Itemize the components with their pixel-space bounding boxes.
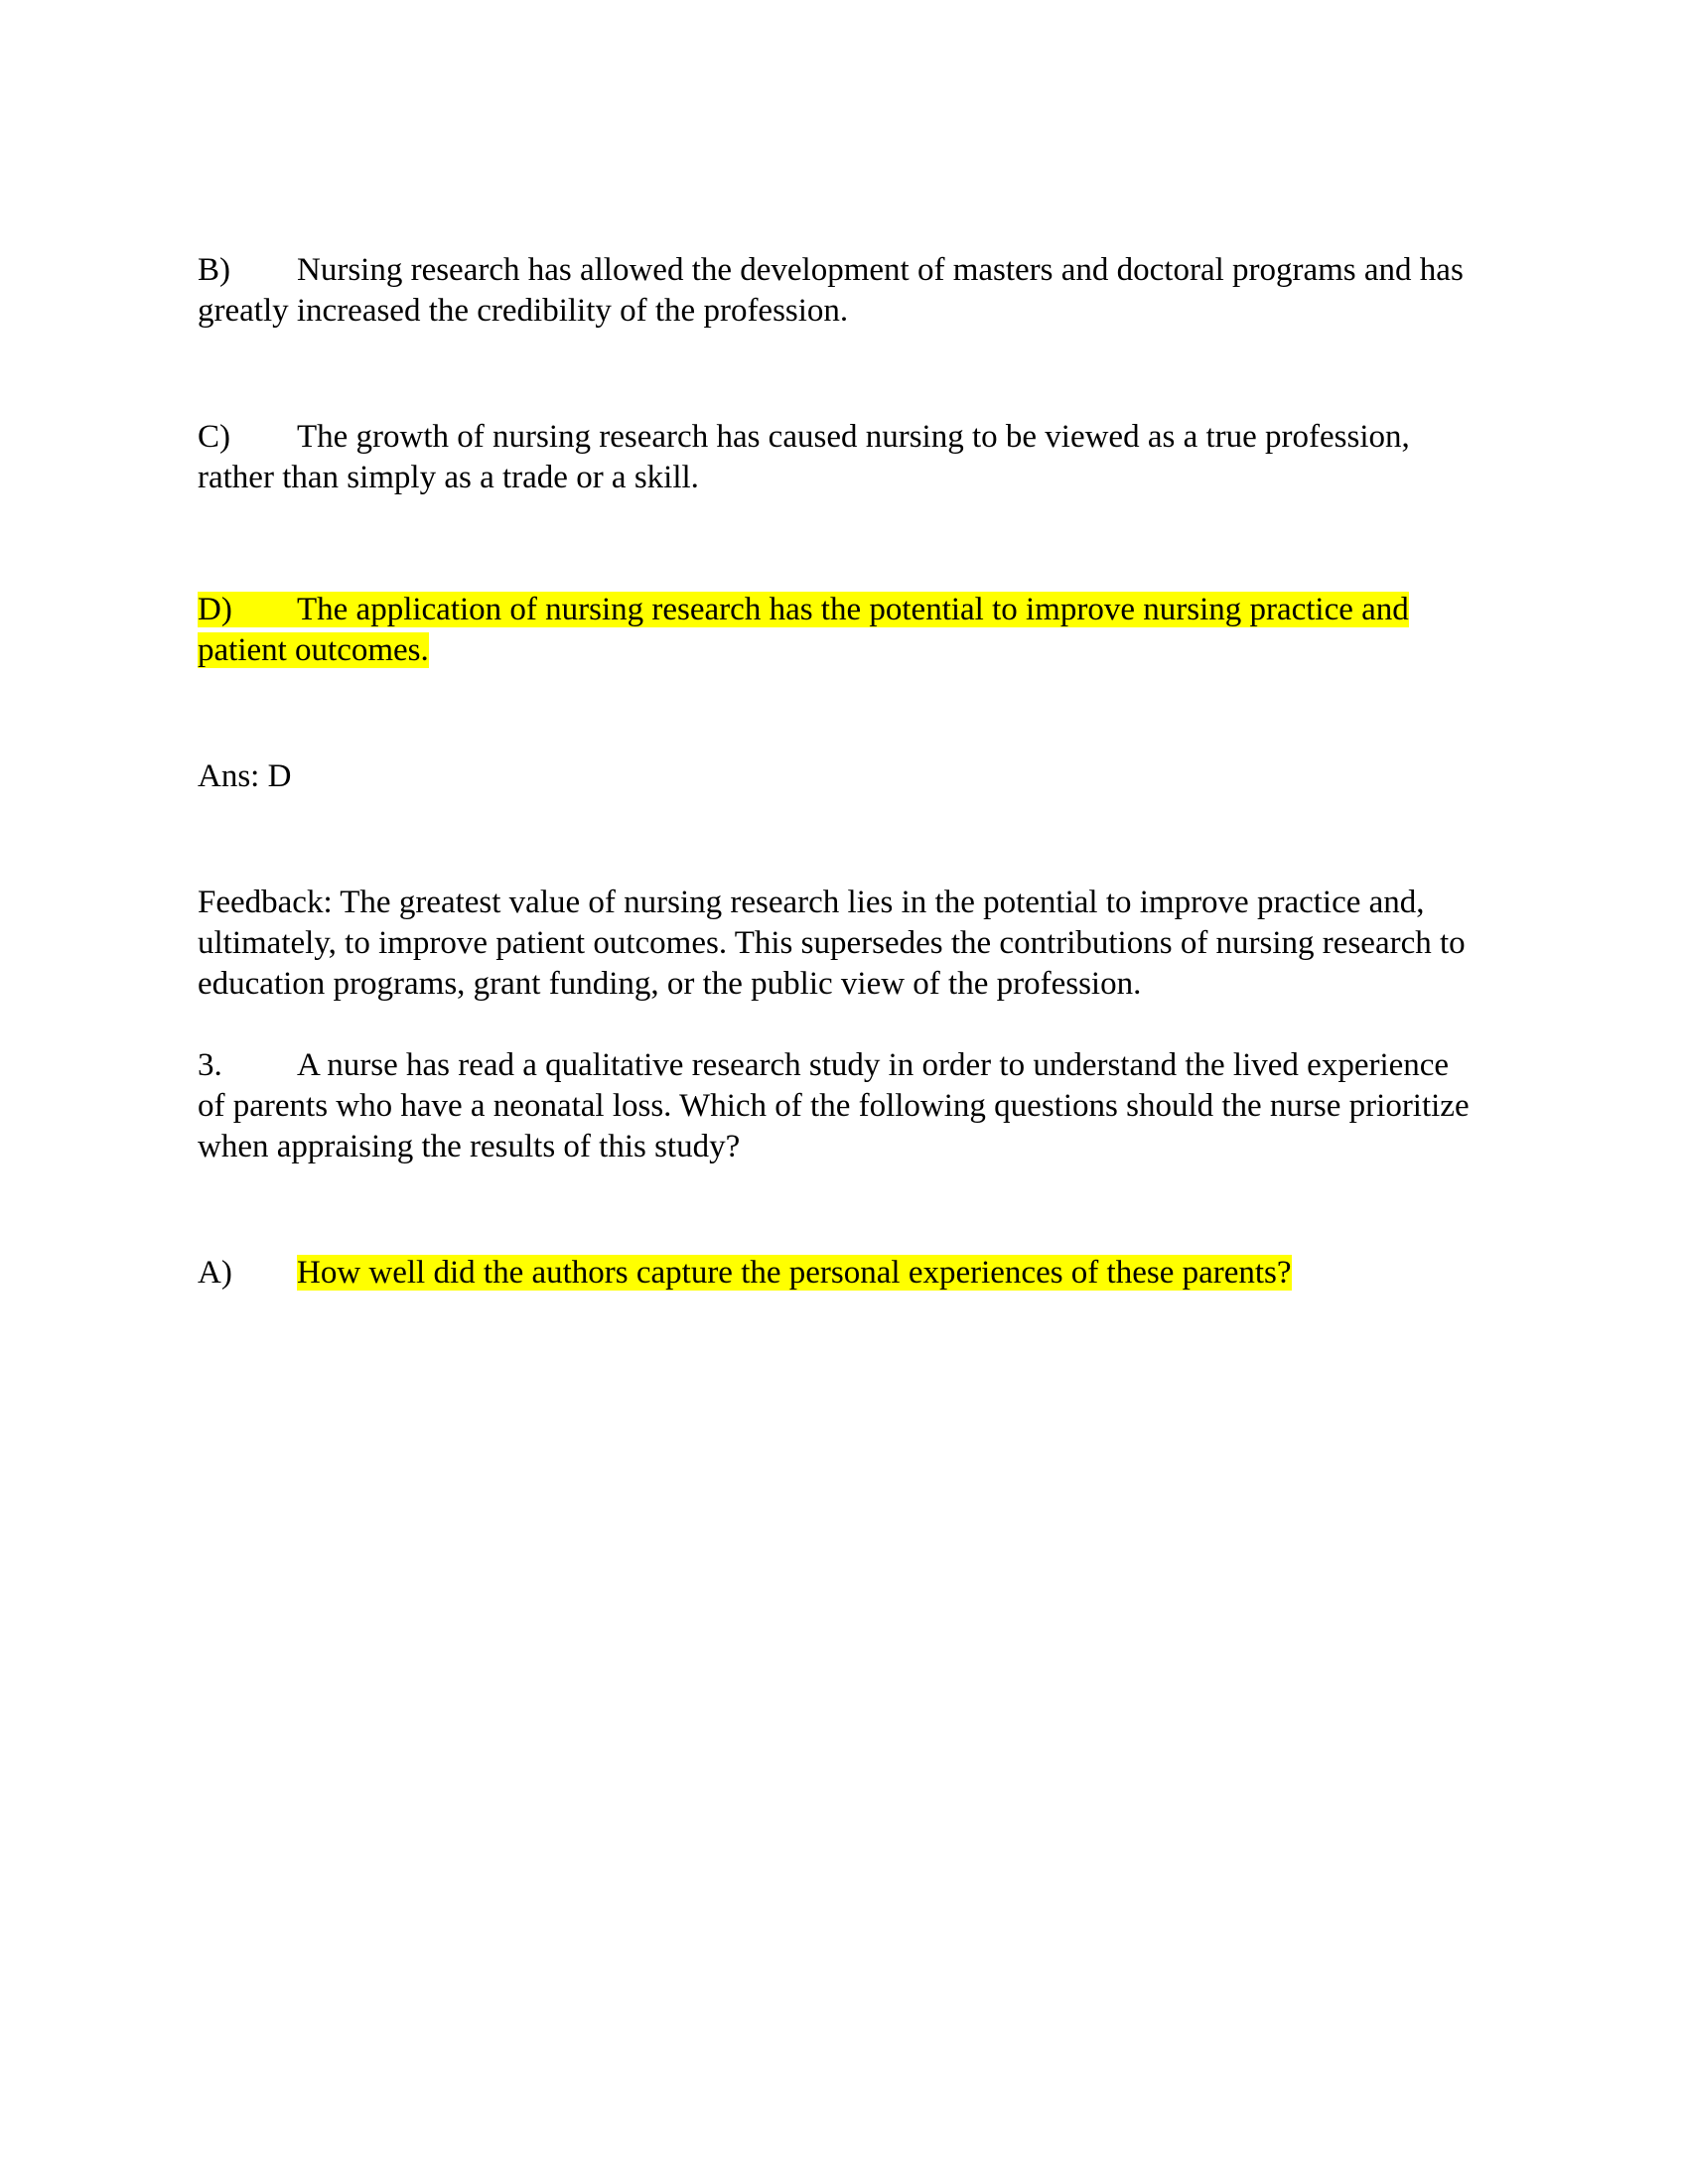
feedback-paragraph [198,883,1498,1005]
option-text: How well did the authors capture the personal experiences of these parents? [297,1255,1292,1291]
question-line3: when appraising the results of this study? [198,1129,741,1164]
option-text-line1: The application of nursing research has the potential to improve nursing practice and [297,592,1409,627]
question-line2: of parents who have a neonatal loss. Which of the following questions should the nurse prioritize [198,1088,1470,1124]
option-label: A) [198,1255,232,1291]
question-line1: A nurse has read a qualitative research study in order to understand the lived experience [297,1047,1450,1083]
option-text-line2: rather than simply as a trade or a skill. [198,460,699,495]
option-text-line2: greatly increased the credibility of the profession. [198,293,849,329]
feedback-line2: ultimately, to improve patient outcomes. This supersedes the contributions of nursing research to [198,925,1466,961]
option-label: D) [198,592,232,627]
answer-line: Ans: D [198,758,292,794]
option-text-line1: Nursing research has allowed the development of masters and doctoral programs and has [297,252,1464,288]
feedback-line1: Feedback: The greatest value of nursing research lies in the potential to improve practice and, [198,885,1425,920]
option-label: C) [198,419,230,455]
option-c [198,417,1498,498]
question-3-option-a-correct [198,1253,1498,1294]
option-d-correct [198,590,1498,671]
feedback-line3: education programs, grant funding, or the public view of the profession. [198,966,1142,1002]
option-text-line2: patient outcomes. [198,632,429,668]
option-b [198,250,1498,332]
question-number: 3. [198,1047,222,1083]
question-3 [198,1045,1498,1167]
option-label: B) [198,252,230,288]
option-text-line1: The growth of nursing research has caused nursing to be viewed as a true profession, [297,419,1410,455]
